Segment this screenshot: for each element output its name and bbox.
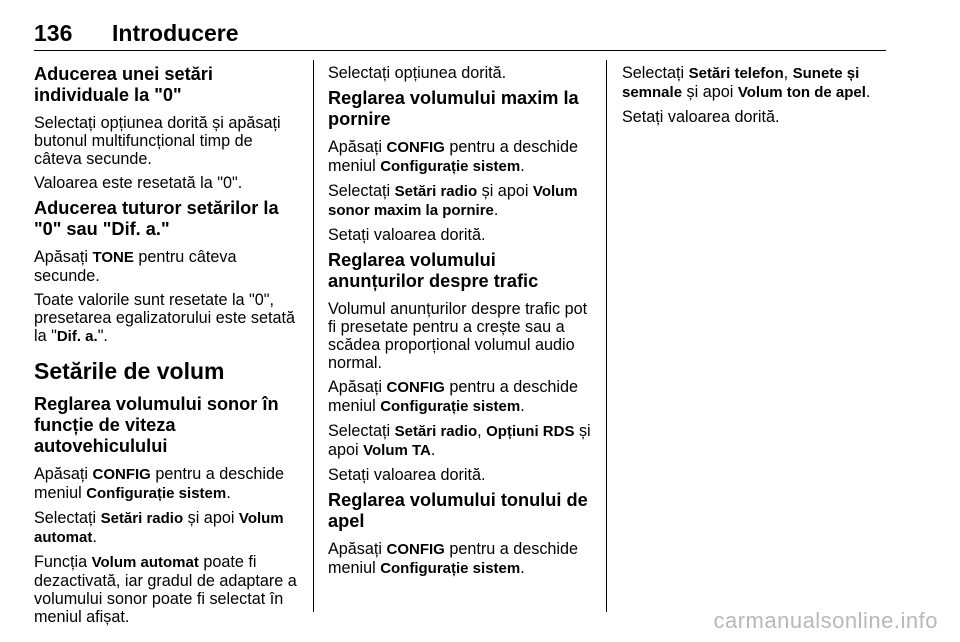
button-name: CONFIG [386,379,445,396]
button-name: CONFIG [386,139,445,156]
menu-term: Configurație sistem [380,398,521,415]
heading-ringtone-volume: Reglarea volumului tonului de apel [328,490,588,531]
paragraph: Apăsați CONFIG pentru a deschide meniul Configurație sistem. [328,540,579,577]
menu-term: Configurație sistem [86,485,227,502]
column-divider [606,60,607,612]
paragraph: Selectați Setări radio, Opțiuni RDS și apoi Volum TA. [328,422,591,459]
paragraph: Funcția Volum automat poate fi dezactivată, iar gradul de adaptare a volumului sonor poate fi selectat în meniul afișat. [34,553,297,626]
heading-reset-single: Aducerea unei setări individuale la "0" [34,64,213,105]
watermark: carmanualsonline.info [713,608,938,633]
menu-term: Opțiuni RDS [486,423,575,440]
paragraph: Apăsați CONFIG pentru a deschide meniul Configurație sistem. [328,378,579,415]
menu-term: Setări telefon [688,65,784,82]
button-name: TONE [92,249,134,266]
column-divider [313,60,314,612]
paragraph: Apăsați CONFIG pentru a deschide meniul Configurație sistem. [34,465,285,502]
menu-term: Setări radio [100,510,184,527]
page-number: 136 [34,20,73,46]
paragraph: Setați valoarea dorită. [328,226,486,244]
paragraph: Setați valoarea dorită. [622,108,780,126]
menu-term: Dif. a. [56,328,98,345]
menu-term: Setări radio [394,183,478,200]
paragraph: Apăsați TONE pentru câteva secunde. [34,248,237,285]
paragraph: Selectați Setări radio și apoi Volum automat. [34,509,284,546]
page-header [34,18,886,51]
menu-term: Volum ton de apel [737,84,866,101]
paragraph: Setați valoarea dorită. [328,466,486,484]
paragraph: Selectați Setări telefon, Sunete și semnale și apoi Volum ton de apel. [622,64,871,101]
menu-term: Volum automat [34,510,284,546]
heading-max-volume: Reglarea volumului maxim la pornire [328,88,579,129]
paragraph: Apăsați CONFIG pentru a deschide meniul Configurație sistem. [328,138,579,175]
menu-term: Volum automat [91,554,199,571]
menu-term: Setări radio [394,423,478,440]
paragraph: Selectați opțiunea dorită. [328,64,507,82]
column-middle [328,64,594,584]
menu-term: Configurație sistem [380,560,521,577]
column-left [34,64,300,632]
menu-term: Sunete și semnale [622,65,860,101]
paragraph: Toate valorile sunt resetate la "0", presetarea egalizatorului este setată la "Dif. a.". [34,291,295,345]
menu-term: Configurație sistem [380,158,521,175]
paragraph: Valoarea este resetată la "0". [34,174,243,192]
menu-term: Volum TA [363,442,431,459]
column-right [622,64,888,132]
paragraph: Selectați opțiunea dorită și apăsați butonul multifuncțional timp de câteva secunde. [34,114,281,168]
heading-traffic-volume: Reglarea volumului anunțurilor despre trafic [328,250,539,291]
section-title: Introducere [112,20,239,46]
section-heading-volume: Setările de volum [34,358,225,384]
paragraph: Selectați Setări radio și apoi Volum sonor maxim la pornire. [328,182,578,219]
heading-reset-all: Aducerea tuturor setărilor la "0" sau "Dif. a." [34,198,279,239]
button-name: CONFIG [386,541,445,558]
paragraph: Volumul anunțurilor despre trafic pot fi presetate pentru a crește sau a scădea proporțional volumul audio normal. [328,300,588,372]
heading-speed-volume: Reglarea volumului sonor în funcție de viteza autovehiculului [34,394,279,456]
button-name: CONFIG [92,466,151,483]
menu-term: Volum sonor maxim la pornire [328,183,578,219]
